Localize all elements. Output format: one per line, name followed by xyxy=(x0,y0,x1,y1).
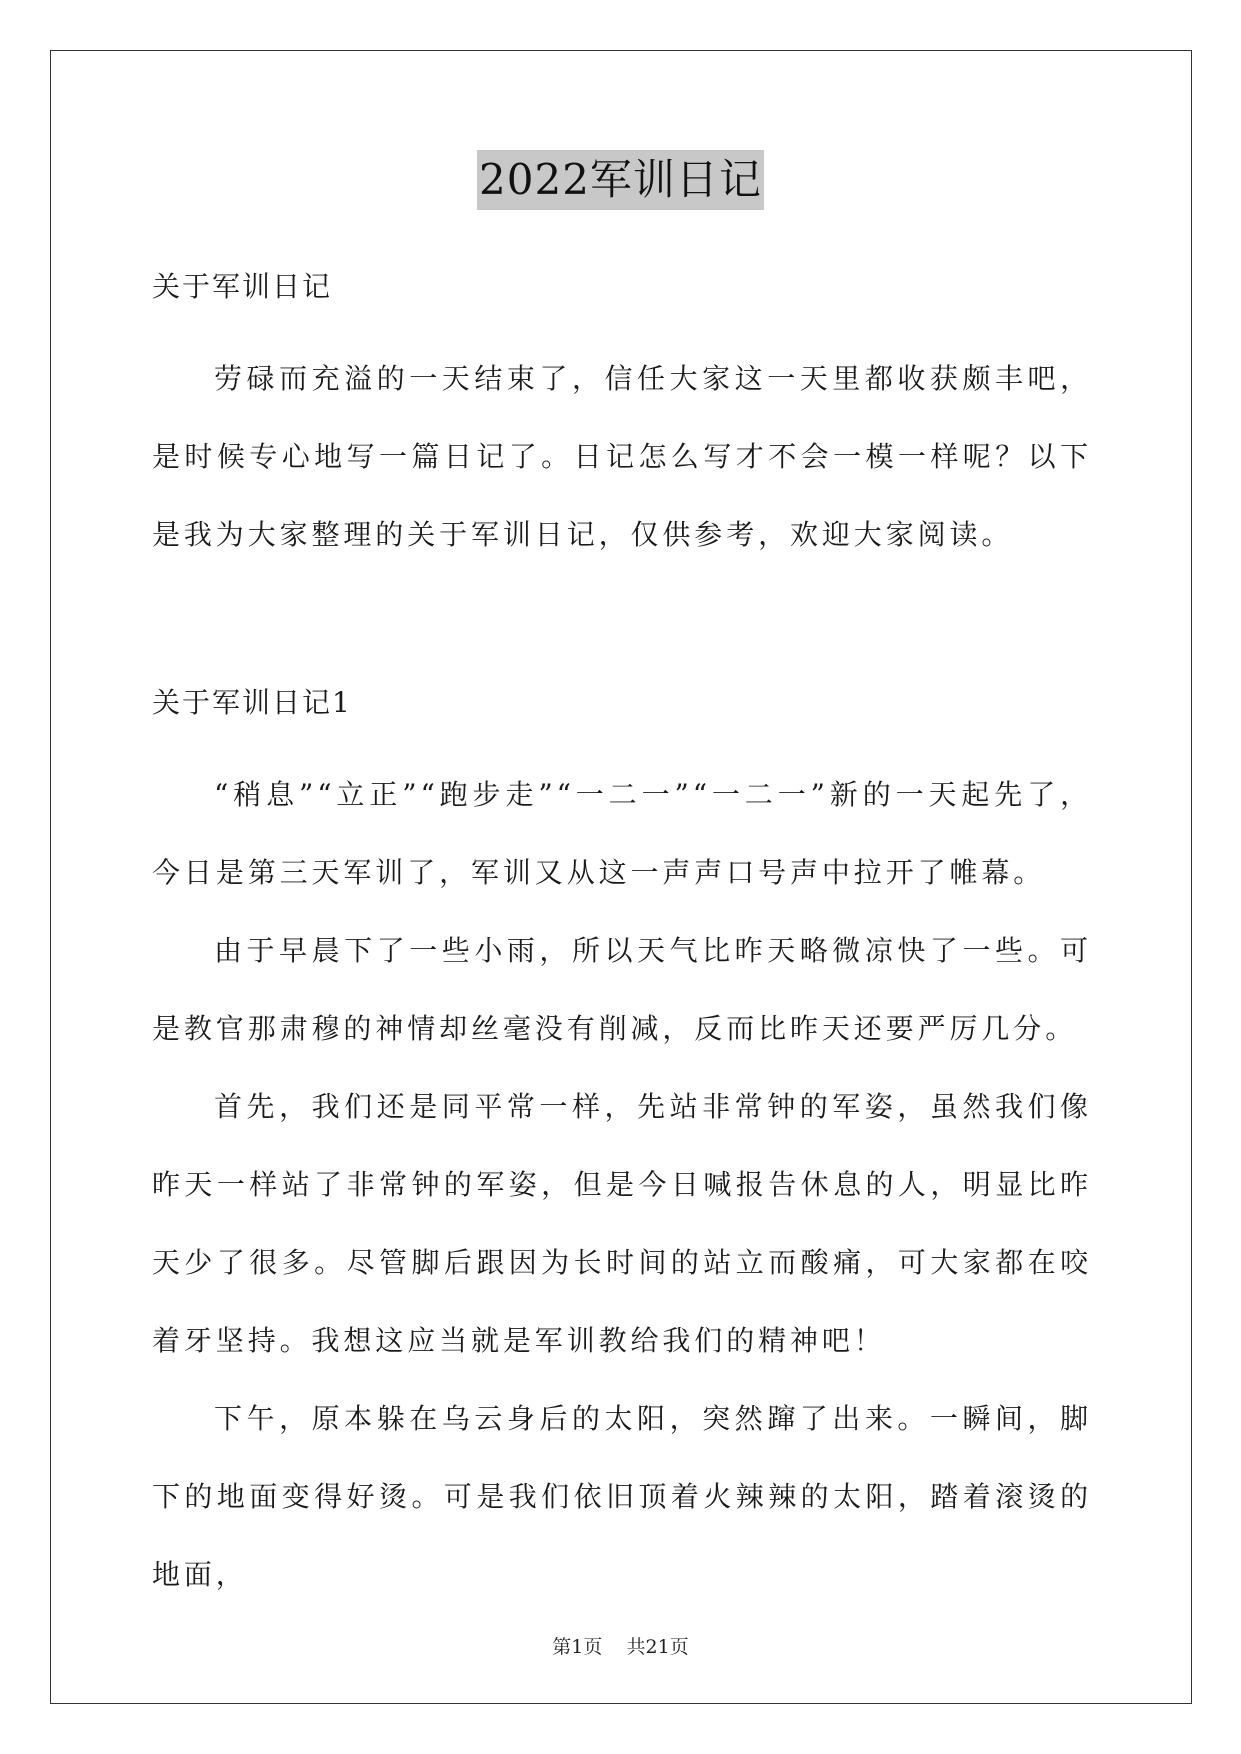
body-paragraph: 下午，原本躲在乌云身后的太阳，突然蹿了出来。一瞬间，脚下的地面变得好烫。可是我们依旧顶着火辣辣的太阳，踏着滚烫的地面， xyxy=(152,1402,1092,1591)
document-body xyxy=(152,262,1092,1614)
body-paragraph: 由于早晨下了一些小雨，所以天气比昨天略微凉快了一些。可是教官那肃穆的神情却丝毫没有削减，反而比昨天还要严厉几分。 xyxy=(152,934,1092,1045)
intro-heading: 关于军训日记 xyxy=(152,270,333,303)
document-title: 2022军训日记 xyxy=(477,150,764,210)
intro-paragraph: 劳碌而充溢的一天结束了，信任大家这一天里都收获颇丰吧，是时候专心地写一篇日记了。日记怎么写才不会一模一样呢？以下是我为大家整理的关于军训日记，仅供参考，欢迎大家阅读。 xyxy=(152,362,1092,551)
body-paragraph: “稍息”“立正”“跑步走”“一二一”“一二一”新的一天起先了，今日是第三天军训了，军训又从这一声声口号声中拉开了帷幕。 xyxy=(152,778,1093,889)
page-number: 第1页 共21页 xyxy=(552,1636,689,1658)
body-paragraph: 首先，我们还是同平常一样，先站非常钟的军姿，虽然我们像昨天一样站了非常钟的军姿，但是今日喊报告休息的人，明显比昨天少了很多。尽管脚后跟因为长时间的站立而酸痛，可大家都在咬着牙坚持。我想这应当就是军训教给我们的精神吧！ xyxy=(152,1090,1092,1357)
title-container xyxy=(0,150,1241,210)
section-heading: 关于军训日记1 xyxy=(152,686,352,719)
